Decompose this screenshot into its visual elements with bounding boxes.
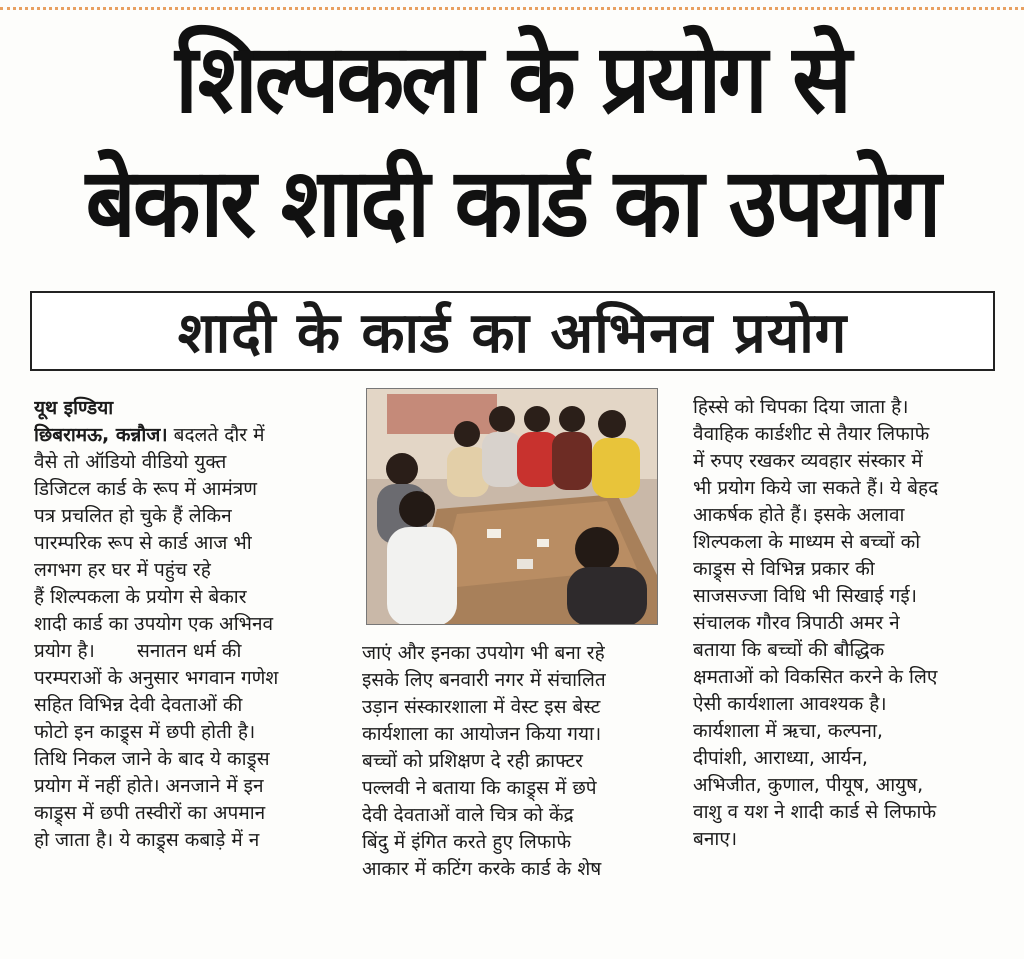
subheadline-box [30, 291, 995, 371]
column-right-line: बनाए। [693, 828, 738, 850]
column-middle-line: बिंदु में इंगित करते हुए लिफाफे [362, 831, 572, 853]
workshop-photo [366, 388, 658, 625]
column-right-line: वैवाहिक कार्डशीट से तैयार लिफाफे [693, 423, 930, 445]
column-right-line: संचालक गौरव त्रिपाठी अमर ने [693, 612, 900, 634]
column-right-line: में रुपए रखकर व्यवहार संस्कार में [693, 450, 923, 472]
column-right-line: क्षमताओं को विकसित करने के लिए [693, 666, 938, 688]
workshop-photo-illustration [367, 389, 658, 625]
column-right-line: हिस्से को चिपका दिया जाता है। [693, 396, 909, 418]
column-left-line: लगभग हर घर में पहुंच रहे [34, 559, 211, 581]
column-middle-line: उड़ान संस्कारशाला में वेस्ट इस बेस्ट [362, 696, 601, 718]
column-left-line: काड्र्स में छपी तस्वीरों का अपमान [34, 802, 266, 824]
column-middle-line: कार्यशाला का आयोजन किया गया। [362, 723, 602, 745]
column-left-line: परम्पराओं के अनुसार भगवान गणेश [34, 667, 279, 689]
column-left-line: प्रयोग में नहीं होते। अनजाने में इन [34, 775, 264, 797]
column-middle-line: बच्चों को प्रशिक्षण दे रही क्राफ्टर [362, 750, 583, 772]
column-right-line: काड्र्स से विभिन्न प्रकार की [693, 558, 875, 580]
column-left-line: हैं शिल्पकला के प्रयोग से बेकार [34, 586, 247, 608]
column-right-line: शिल्पकला के माध्यम से बच्चों को [693, 531, 921, 553]
column-left-line: पारम्परिक रूप से कार्ड आज भी [34, 532, 252, 554]
column-right-line: भी प्रयोग किये जा सकते हैं। ये बेहद [693, 477, 939, 499]
column-left-line: वैसे तो ऑडियो वीडियो युक्त [34, 451, 227, 473]
column-middle-line: इसके लिए बनवारी नगर में संचालित [362, 669, 606, 691]
column-left-line: डिजिटल कार्ड के रूप में आमंत्रण [34, 478, 257, 500]
subheadline: शादी के कार्ड का अभिनव प्रयोग [177, 301, 848, 366]
article-column-right [693, 394, 996, 853]
article-column-middle [362, 640, 680, 883]
column-middle-line: देवी देवताओं वाले चित्र को केंद्र [362, 804, 574, 826]
column-middle-line: आकार में कटिंग करके कार्ड के शेष [362, 858, 602, 880]
column-right-line: आकर्षक होते हैं। इसके अलावा [693, 504, 905, 526]
dateline [34, 422, 352, 449]
column-right-line: बताया कि बच्चों की बौद्धिक [693, 639, 885, 661]
column-right-line: ऐसी कार्यशाला आवश्यक है। [693, 693, 887, 715]
column-left-line: पत्र प्रचलित हो चुके हैं लेकिन [34, 505, 232, 527]
column-right-line: दीपांशी, आराध्या, आर्यन, [693, 747, 868, 769]
column-right-line: साजसज्जा विधि भी सिखाई गई। [693, 585, 917, 607]
column-left-line: तिथि निकल जाने के बाद ये काड्र्स [34, 748, 270, 770]
headline-line-2: बेकार शादी कार्ड का उपयोग [85, 146, 939, 259]
column-right-line: अभिजीत, कुणाल, पीयूष, आयुष, [693, 774, 924, 796]
column-left-line: सहित विभिन्न देवी देवताओं की [34, 694, 243, 716]
column-left-line: प्रयोग है। सनातन धर्म की [34, 640, 242, 662]
article-column-left [34, 395, 352, 854]
byline: यूथ इण्डिया [34, 397, 114, 419]
column-middle-line: जाएं और इनका उपयोग भी बना रहे [362, 642, 605, 664]
top-dotted-rule [0, 0, 1024, 10]
dateline-place: छिबरामऊ, कन्नौज। [34, 424, 168, 446]
column-left-line: बदलते दौर में [173, 424, 265, 446]
column-left-line: फोटो इन काड्र्स में छपी होती है। [34, 721, 256, 743]
column-left-line: शादी कार्ड का उपयोग एक अभिनव [34, 613, 274, 635]
headline-line-1: शिल्पकला के प्रयोग से [175, 22, 849, 135]
column-left-line: हो जाता है। ये काड्र्स कबाड़े में न [34, 829, 260, 851]
column-middle-line: पल्लवी ने बताया कि काड्र्स में छपे [362, 777, 597, 799]
column-right-line: कार्यशाला में ऋचा, कल्पना, [693, 720, 883, 742]
column-right-line: वाशु व यश ने शादी कार्ड से लिफाफे [693, 801, 937, 823]
